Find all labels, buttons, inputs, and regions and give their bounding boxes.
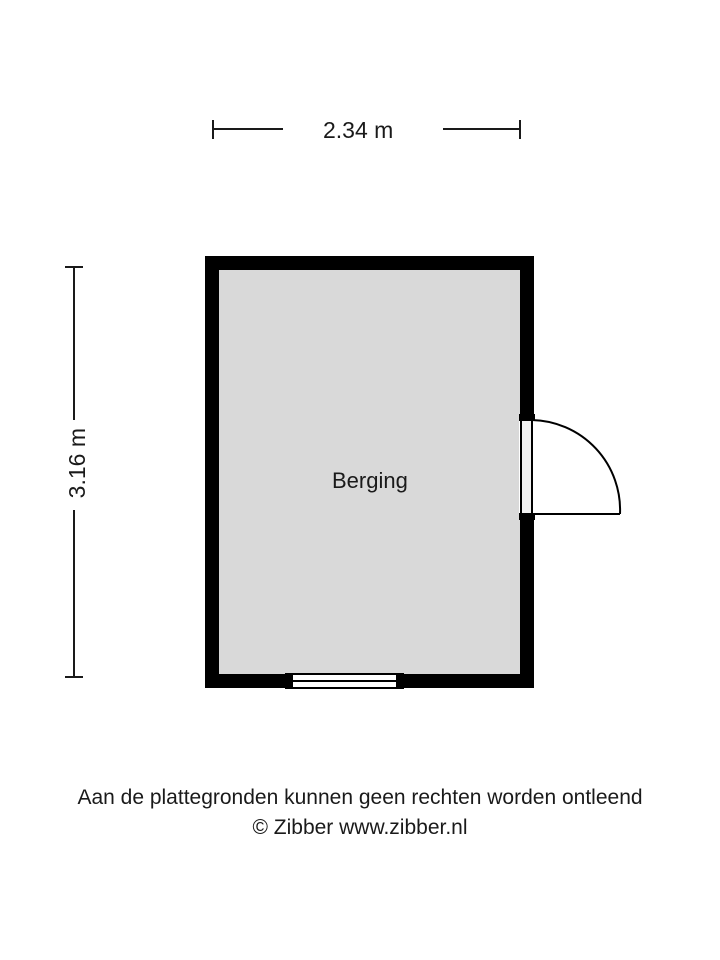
dimension-label-width: 2.34 m <box>323 117 394 143</box>
dimension-label-height: 3.16 m <box>64 428 90 499</box>
footer-copyright: © Zibber www.zibber.nl <box>252 816 468 839</box>
room-name-label: Berging <box>332 468 408 493</box>
window-bottom <box>286 674 403 688</box>
footer <box>0 783 720 843</box>
footer-disclaimer: Aan de plattegronden kunnen geen rechten worden ontleend <box>77 786 643 809</box>
